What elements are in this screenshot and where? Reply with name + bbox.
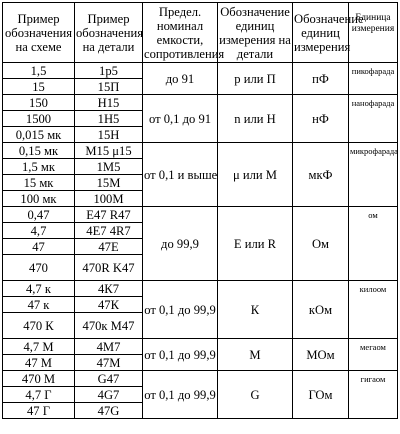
header-unit-name: Единица измерения (349, 3, 398, 63)
limit-cell: от 0,1 до 99,9 (143, 339, 218, 371)
part-cell: 47М (75, 355, 143, 371)
table-row (3, 143, 398, 159)
unit-cell: нФ (293, 95, 349, 143)
table-row (3, 63, 398, 79)
scheme-cell: 1,5 (3, 63, 75, 79)
scheme-cell: 0,015 мк (3, 127, 75, 143)
part-cell: 100М (75, 191, 143, 207)
limit-cell: от 0,1 и выше (143, 143, 218, 207)
table-row (3, 371, 398, 387)
unit-name-cell: пикофарада (349, 63, 398, 95)
table-row (3, 95, 398, 111)
scheme-cell: 0,15 мк (3, 143, 75, 159)
scheme-cell: 47 М (3, 355, 75, 371)
part-cell: 1М5 (75, 159, 143, 175)
scheme-cell: 470 М (3, 371, 75, 387)
limit-cell: до 91 (143, 63, 218, 95)
marking-table (2, 2, 398, 419)
scheme-cell: 4,7 (3, 223, 75, 239)
part-cell: 4G7 (75, 387, 143, 403)
scheme-cell: 470 К (3, 313, 75, 339)
unit-name-cell: ом (349, 207, 398, 281)
scheme-cell: 150 (3, 95, 75, 111)
unit-name-cell: килоом (349, 281, 398, 339)
part-cell: 15П (75, 79, 143, 95)
part-cell: 47G (75, 403, 143, 419)
symbol-cell: Е или R (218, 207, 293, 281)
header-nominal-limit: Предел. номинал емкости, сопротивления (144, 4, 225, 61)
header-row (3, 3, 398, 63)
scheme-cell: 4,7 Г (3, 387, 75, 403)
unit-cell: кОм (293, 281, 349, 339)
table-row (3, 281, 398, 297)
header-part-unit-symbol: Обозначение единиц измерения на детали (219, 4, 291, 61)
table-row (3, 339, 398, 355)
limit-cell: от 0,1 до 99,9 (143, 281, 218, 339)
symbol-cell: μ или М (218, 143, 293, 207)
symbol-cell: р или П (218, 63, 293, 95)
table-row (3, 207, 398, 223)
scheme-cell: 4,7 к (3, 281, 75, 297)
scheme-cell: 47 (3, 239, 75, 255)
part-cell: G47 (75, 371, 143, 387)
limit-cell: от 0,1 до 91 (143, 95, 218, 143)
unit-name-cell: нанофарада (349, 95, 398, 143)
unit-name-cell: микрофарада (349, 143, 398, 207)
part-cell: 15М (75, 175, 143, 191)
limit-cell: от 0,1 до 99,9 (143, 371, 218, 419)
part-cell: 470R K47 (75, 255, 143, 281)
part-cell: М15 μ15 (75, 143, 143, 159)
part-cell: Е47 R47 (75, 207, 143, 223)
limit-cell: до 99,9 (143, 207, 218, 281)
scheme-cell: 100 мк (3, 191, 75, 207)
scheme-cell: 1,5 мк (3, 159, 75, 175)
scheme-cell: 47 Г (3, 403, 75, 419)
scheme-cell: 1500 (3, 111, 75, 127)
header-scheme-example: Пример обозначения на схеме (3, 3, 75, 63)
scheme-cell: 470 (3, 255, 75, 281)
unit-cell: МОм (293, 339, 349, 371)
part-cell: 1р5 (75, 63, 143, 79)
part-cell: 4М7 (75, 339, 143, 355)
part-cell: Н15 (75, 95, 143, 111)
unit-cell: мкФ (293, 143, 349, 207)
symbol-cell: n или Н (218, 95, 293, 143)
unit-cell: Ом (293, 207, 349, 281)
part-cell: 1Н5 (75, 111, 143, 127)
header-part-example: Пример обозначения на детали (75, 3, 143, 63)
scheme-cell: 4,7 М (3, 339, 75, 355)
scheme-cell: 47 к (3, 297, 75, 313)
scheme-cell: 15 (3, 79, 75, 95)
scheme-cell: 0,47 (3, 207, 75, 223)
part-cell: 47К (75, 297, 143, 313)
unit-name-cell: гигаом (349, 371, 398, 419)
part-cell: 470к М47 (75, 313, 143, 339)
part-cell: 4Е7 4R7 (75, 223, 143, 239)
header-unit-symbol: Обозначение единиц измерения (293, 3, 349, 63)
part-cell: 15Н (75, 127, 143, 143)
unit-name-cell: мегаом (349, 339, 398, 371)
unit-cell: ГОм (293, 371, 349, 419)
symbol-cell: G (218, 371, 293, 419)
scheme-cell: 15 мк (3, 175, 75, 191)
part-cell: 47Е (75, 239, 143, 255)
symbol-cell: К (218, 281, 293, 339)
unit-cell: пФ (293, 63, 349, 95)
part-cell: 4К7 (75, 281, 143, 297)
symbol-cell: М (218, 339, 293, 371)
